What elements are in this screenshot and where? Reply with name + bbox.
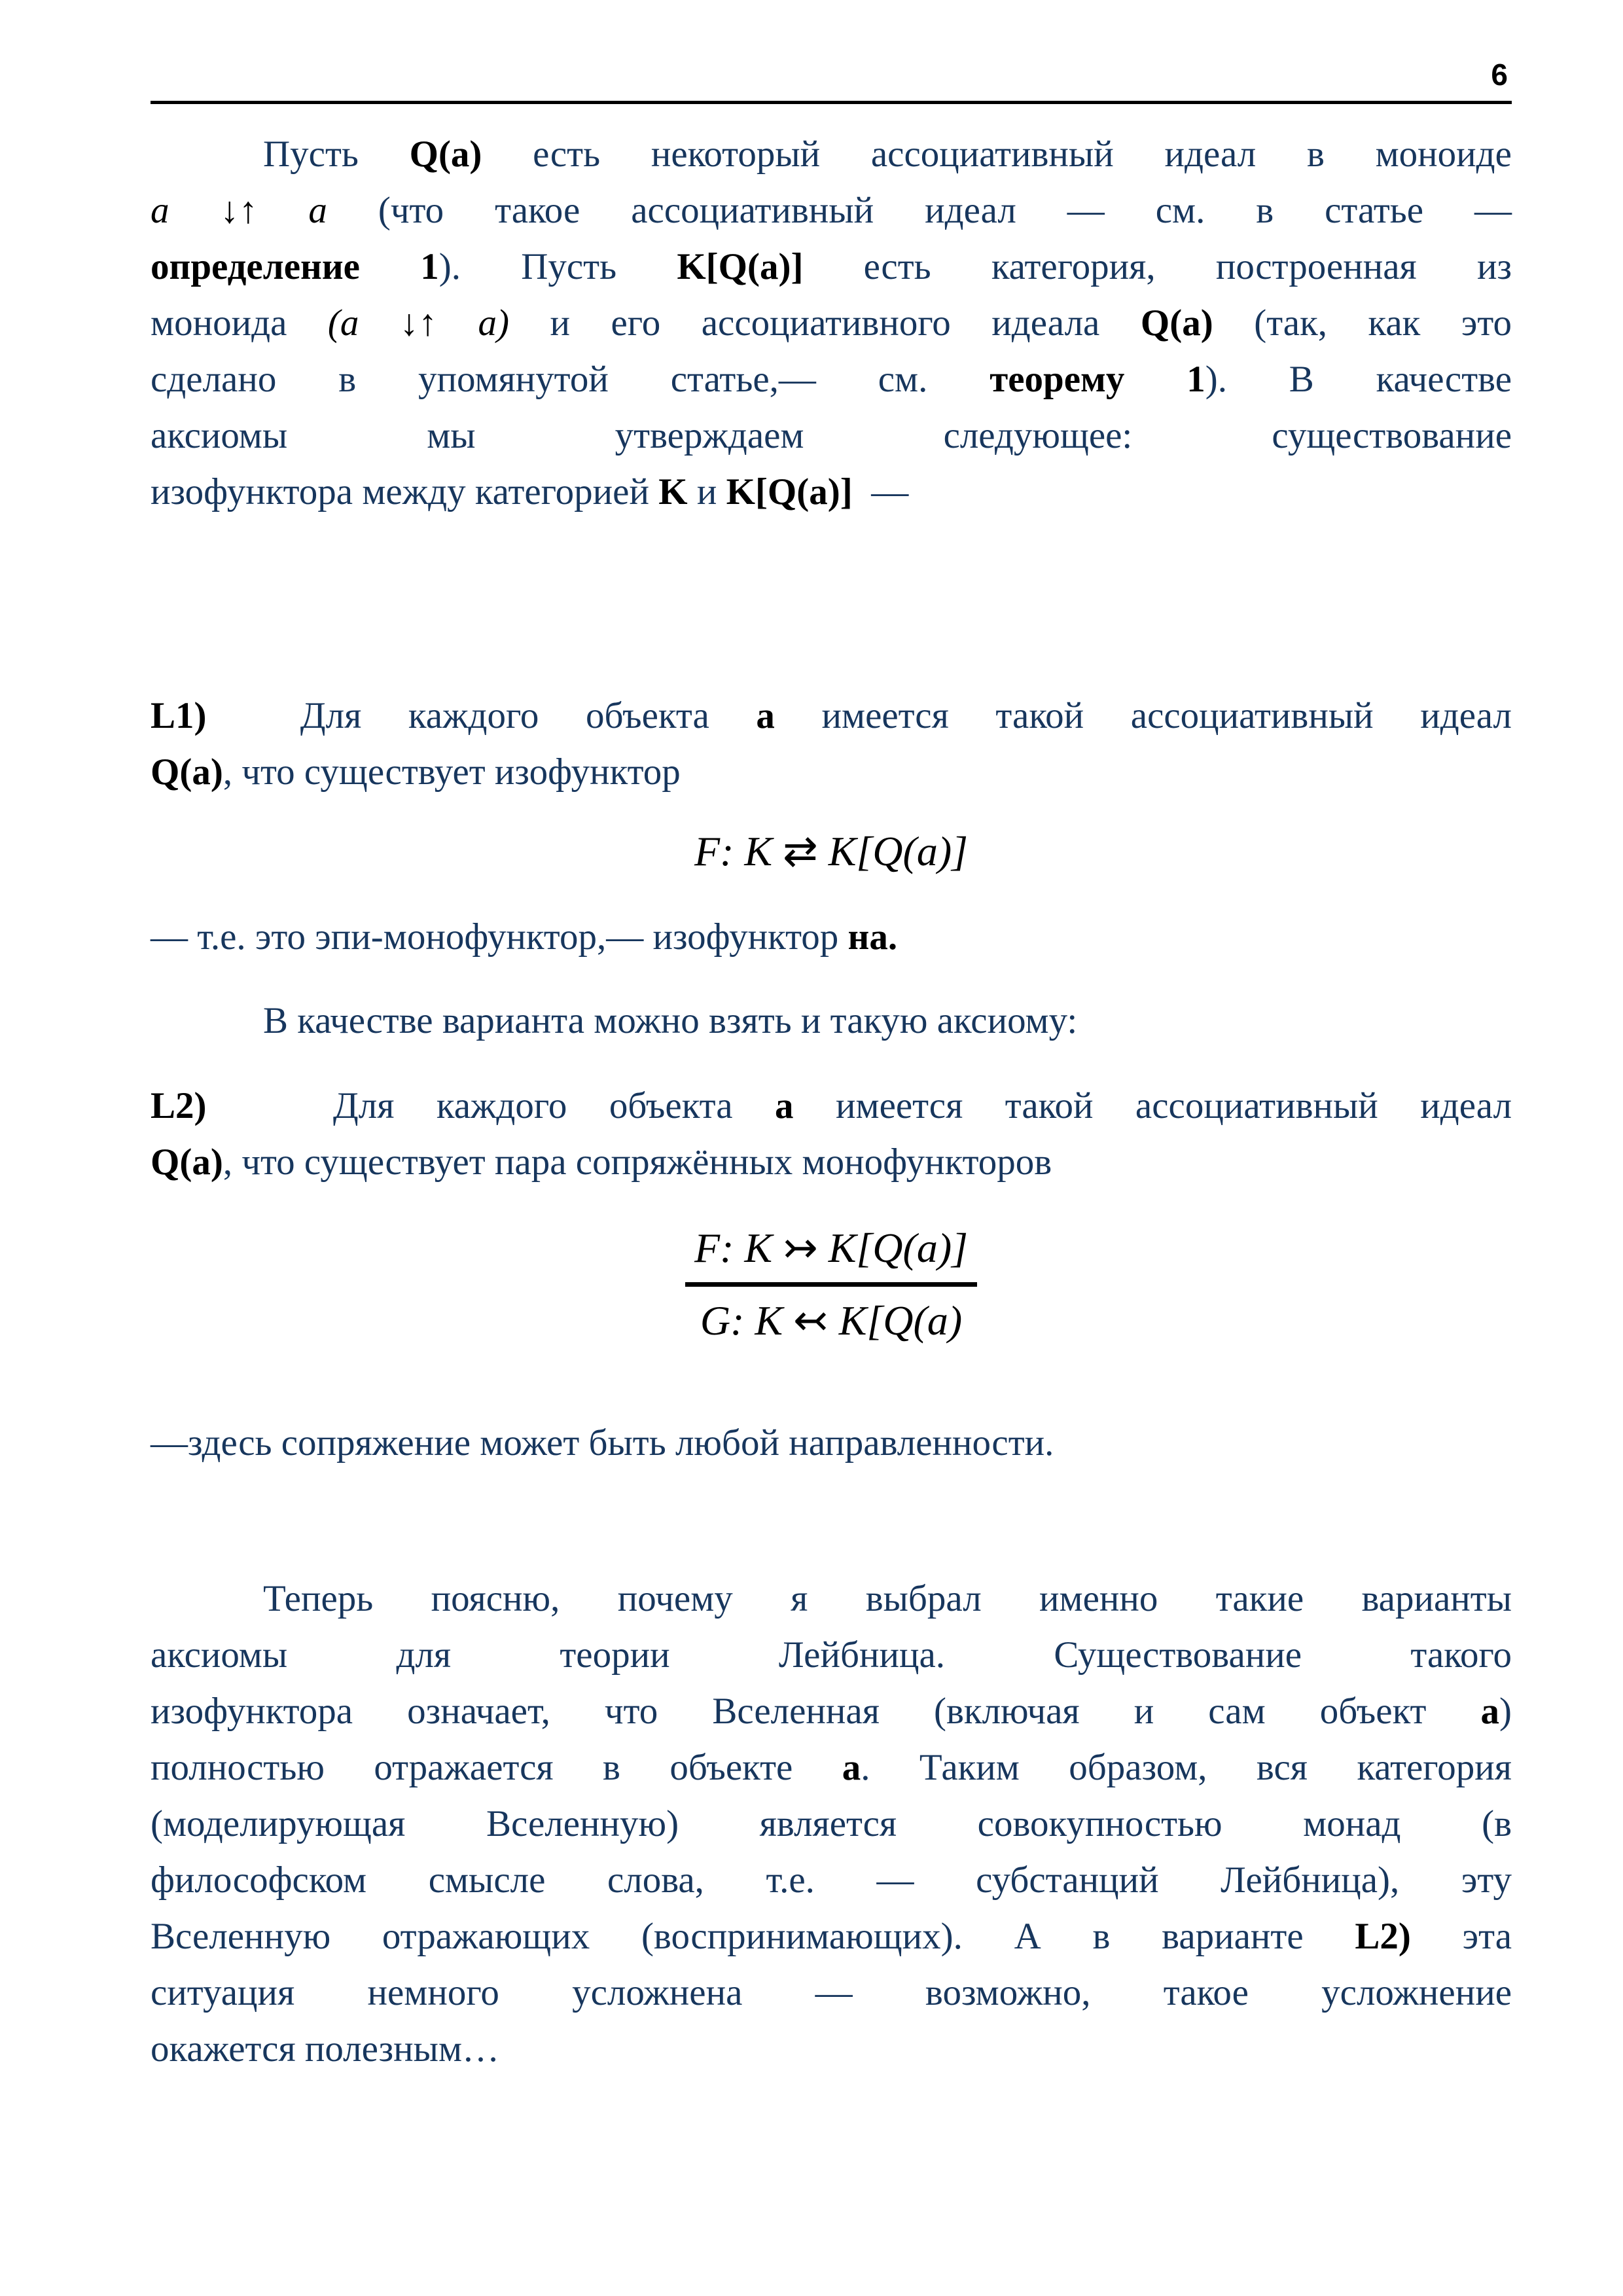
text-line [151, 1571, 1512, 1627]
text-segment: —здесь сопряжение может быть любой направленности. [151, 1422, 1054, 1463]
math-inline: a [151, 190, 221, 231]
updown-arrows-icon: ↓↑ [399, 302, 437, 344]
term-bold: определение 1 [151, 246, 439, 287]
epi-mono-note [151, 909, 1512, 965]
text-segment: имеется такой ассоциативный идеал [793, 1085, 1512, 1126]
term-bold: a [756, 695, 775, 736]
text-line [151, 1078, 1512, 1134]
tail-arrow-left-icon: ↢ [793, 1297, 829, 1344]
text-segment: , что существует изофунктор [223, 751, 681, 793]
text-segment: есть категория, построенная из [803, 246, 1512, 287]
text-line [151, 1134, 1512, 1191]
text-segment: ситуация немного усложнена — возможно, такое усложнение [151, 1972, 1512, 2013]
text-line [151, 2021, 1512, 2077]
text-segment: изофунктора между категорией [151, 471, 659, 512]
variant-intro-line [151, 993, 1512, 1049]
term-bold: Q(a) [151, 751, 223, 793]
text-segment: ). В качестве [1205, 359, 1512, 400]
text-segment: аксиомы мы утверждаем следующее: существование [151, 415, 1512, 456]
axiom-L1 [151, 688, 1512, 800]
text-segment: сделано в упомянутой статье,— см. [151, 359, 990, 400]
axiom-label: L1) [151, 695, 207, 736]
term-bold: на. [847, 916, 898, 958]
text-segment: Для каждого объекта [206, 695, 757, 736]
page-number: 6 [1491, 58, 1508, 92]
text-segment: (что такое ассоциативный идеал — см. в статье — [327, 190, 1512, 231]
text-segment: аксиомы для теории Лейбница. Существование такого [151, 1634, 1512, 1676]
text-segment: изофунктора означает, что Вселенная (включая и сам объект [151, 1691, 1481, 1732]
text-line [151, 408, 1512, 464]
term-bold: Q(a) [409, 134, 482, 175]
term-bold: a [842, 1747, 861, 1788]
text-segment: и его ассоциативного идеала [508, 302, 1141, 344]
text-segment: , что существует пара сопряжённых монофункторов [223, 1141, 1052, 1183]
text-segment: ). Пусть [438, 246, 677, 287]
text-segment: эта [1410, 1916, 1512, 1957]
math-inline: (a [327, 302, 400, 344]
text-segment: Теперь поясню, почему я выбрал именно такие варианты [263, 1578, 1512, 1619]
paragraph-explanation [151, 1571, 1512, 2077]
text-line [151, 1909, 1512, 1965]
adjunction-note [151, 1415, 1512, 1471]
formula-text: K[Q(a) [828, 1297, 963, 1344]
text-segment: полностью отражается в объекте [151, 1747, 842, 1788]
text-line [151, 126, 1512, 183]
text-segment: ) [1499, 1691, 1512, 1732]
axiom-label: L2) [151, 1085, 207, 1126]
axiom-L2 [151, 1078, 1512, 1191]
term-bold: a [775, 1085, 794, 1126]
text-line [151, 239, 1512, 295]
text-segment: (так, как это [1213, 302, 1512, 344]
text-line [151, 1852, 1512, 1909]
formula-isofunctor [151, 820, 1512, 883]
text-line [151, 744, 1512, 800]
math-inline: a [257, 190, 327, 231]
formula-F-monofunctor [685, 1217, 977, 1287]
term-bold: Q(a) [151, 1141, 223, 1183]
text-segment: . Таким образом, вся категория [861, 1747, 1512, 1788]
text-segment: (моделирующая Вселенную) является совокупностью монад (в [151, 1803, 1512, 1844]
text-segment: Для каждого объекта [206, 1085, 776, 1126]
text-line [151, 1965, 1512, 2021]
formula-adjoint-pair [151, 1217, 1512, 1352]
formula-text: G: K [700, 1297, 794, 1344]
text-segment: и [687, 471, 726, 512]
updown-arrows-icon: ↓↑ [220, 190, 258, 231]
formula-text: F: K [694, 1225, 783, 1271]
text-segment: Вселенную отражающих (воспринимающих). А в варианте [151, 1916, 1355, 1957]
two-way-arrow-icon: ⇄ [783, 828, 818, 874]
text-line [151, 1627, 1512, 1683]
tail-arrow-right-icon: ↣ [783, 1225, 818, 1271]
text-line [151, 295, 1512, 351]
text-segment: — [852, 471, 909, 512]
text-segment: есть некоторый ассоциативный идеал в моноиде [482, 134, 1512, 175]
header-rule [151, 101, 1512, 104]
text-line [151, 464, 1512, 520]
fraction [685, 1217, 977, 1352]
text-line [151, 1683, 1512, 1740]
text-segment: — т.е. это эпи-монофунктор,— изофунктор [151, 916, 848, 958]
text-segment: В качестве варианта можно взять и такую аксиому: [263, 1000, 1078, 1041]
page-content [151, 0, 1512, 2077]
text-segment: Пусть [263, 134, 410, 175]
term-bold: K[Q(a)] [726, 471, 853, 512]
text-segment: философском смысле слова, т.е. — субстанций Лейбница), эту [151, 1859, 1512, 1901]
formula-G-monofunctor [685, 1287, 977, 1352]
text-line [151, 183, 1512, 239]
term-bold: Q(a) [1140, 302, 1213, 344]
term-bold: K [658, 471, 688, 512]
formula-text: K[Q(a)] [817, 1225, 969, 1271]
text-line [151, 1740, 1512, 1796]
text-segment: моноида [151, 302, 328, 344]
page-header [151, 0, 1512, 104]
term-bold: K[Q(a)] [677, 246, 804, 287]
text-line [151, 1796, 1512, 1852]
term-bold: a [1480, 1691, 1500, 1732]
text-segment: окажется полезным… [151, 2028, 500, 2070]
math-inline: a) [437, 302, 509, 344]
paragraph-intro [151, 126, 1512, 520]
term-bold: теорему 1 [990, 359, 1205, 400]
formula-text: F: K [694, 828, 783, 874]
term-bold: L2) [1355, 1916, 1411, 1957]
formula-text: K[Q(a)] [817, 828, 969, 874]
text-line [151, 351, 1512, 408]
text-line [151, 688, 1512, 744]
text-segment: имеется такой ассоциативный идеал [774, 695, 1512, 736]
